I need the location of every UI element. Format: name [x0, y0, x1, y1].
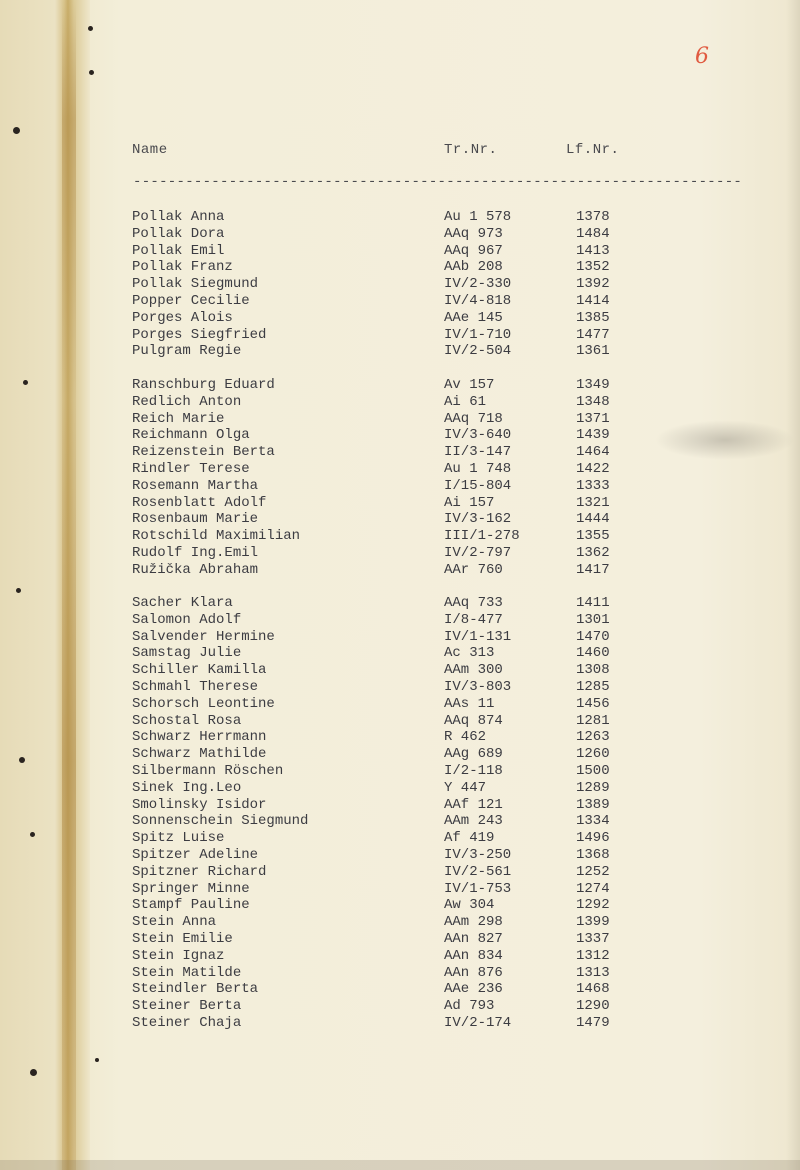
entry-name: Rosenbaum Marie	[132, 511, 259, 528]
entry-lf-nr: 1470	[576, 628, 610, 645]
entry-tr-nr: Ad 793	[444, 998, 495, 1015]
bottom-page-edge	[0, 1160, 800, 1170]
entry-lf-nr: 1389	[576, 796, 610, 813]
list-item	[0, 881, 700, 898]
right-page-edge	[786, 0, 800, 1170]
entry-name: Reizenstein Berta	[132, 444, 275, 461]
list-item	[0, 629, 700, 646]
list-item	[0, 948, 700, 965]
entry-lf-nr: 1378	[576, 209, 610, 225]
entry-tr-nr: Y 447	[444, 779, 487, 796]
entry-name: Porges Siegfried	[132, 326, 267, 343]
entry-tr-nr: IV/2-174	[444, 1015, 512, 1031]
entry-lf-nr: 1290	[576, 998, 610, 1015]
entry-lf-nr: 1422	[576, 461, 610, 477]
entry-name: Salomon Adolf	[132, 611, 242, 628]
entry-name: Stampf Pauline	[132, 897, 250, 914]
column-header-lf-nr: Lf.Nr.	[566, 142, 620, 158]
entry-name: Spitz Luise	[132, 830, 225, 847]
entry-name: Steiner Berta	[132, 998, 242, 1015]
entry-tr-nr: IV/2-330	[444, 276, 512, 293]
entry-tr-nr: AAg 689	[444, 746, 503, 763]
entry-name: Steindler Berta	[132, 981, 259, 998]
list-item	[0, 981, 700, 998]
entry-name: Rotschild Maximilian	[132, 528, 301, 545]
entry-name: Rudolf Ing.Emil	[132, 545, 259, 561]
entry-tr-nr: AAb 208	[444, 259, 503, 276]
entry-lf-nr: 1252	[576, 863, 610, 880]
entry-name: Stein Emilie	[132, 931, 233, 947]
entry-name: Salvender Hermine	[132, 628, 275, 645]
entry-name: Ranschburg Eduard	[132, 377, 275, 393]
entry-name: Redlich Anton	[132, 393, 242, 410]
entry-lf-nr: 1312	[576, 947, 610, 964]
entry-tr-nr: AAf 121	[444, 796, 503, 813]
entry-tr-nr: III/1-278	[444, 528, 520, 545]
entry-lf-nr: 1313	[576, 964, 610, 981]
entry-tr-nr: IV/2-561	[444, 863, 512, 880]
column-header-tr-nr: Tr.Nr.	[444, 142, 498, 158]
entry-lf-nr: 1368	[576, 847, 610, 863]
entry-name: Stein Anna	[132, 914, 217, 931]
entry-tr-nr: IV/1-131	[444, 628, 512, 645]
entry-name: Rosemann Martha	[132, 477, 259, 494]
entry-name: Smolinsky Isidor	[132, 796, 267, 813]
list-item	[0, 259, 700, 276]
list-item	[0, 595, 700, 612]
entry-lf-nr: 1456	[576, 695, 610, 712]
entry-name: Sonnenschein Siegmund	[132, 813, 309, 830]
entry-tr-nr: I/8-477	[444, 611, 503, 628]
entry-tr-nr: AAs 11	[444, 695, 495, 712]
punch-mark	[95, 1058, 99, 1062]
column-header-name: Name	[132, 142, 168, 158]
entry-name: Pollak Dora	[132, 225, 225, 242]
entry-lf-nr: 1321	[576, 494, 610, 511]
entry-tr-nr: IV/3-640	[444, 427, 512, 444]
entry-name: Sacher Klara	[132, 595, 233, 611]
entry-tr-nr: Ai 61	[444, 393, 487, 410]
list-item	[0, 847, 700, 864]
list-item	[0, 1015, 700, 1032]
list-item	[0, 645, 700, 662]
entry-tr-nr: AAn 834	[444, 947, 503, 964]
list-item	[0, 276, 700, 293]
entry-lf-nr: 1289	[576, 779, 610, 796]
entry-lf-nr: 1413	[576, 242, 610, 259]
entry-tr-nr: AAe 145	[444, 309, 503, 326]
list-item	[0, 830, 700, 847]
entry-tr-nr: AAe 236	[444, 981, 503, 998]
entry-tr-nr: AAn 876	[444, 964, 503, 981]
list-item	[0, 293, 700, 310]
entry-lf-nr: 1439	[576, 427, 610, 444]
punch-mark	[30, 1069, 37, 1076]
entry-name: Schmahl Therese	[132, 679, 259, 695]
list-item	[0, 427, 700, 444]
entry-tr-nr: Ai 157	[444, 494, 495, 511]
entry-lf-nr: 1355	[576, 528, 610, 545]
entry-lf-nr: 1460	[576, 645, 610, 662]
entry-name: Pulgram Regie	[132, 343, 242, 360]
entry-name: Steiner Chaja	[132, 1015, 242, 1031]
entry-lf-nr: 1399	[576, 914, 610, 931]
entry-tr-nr: AAm 243	[444, 813, 503, 830]
entry-tr-nr: AAq 967	[444, 242, 503, 259]
entry-name: Springer Minne	[132, 880, 250, 897]
list-item	[0, 562, 700, 579]
entry-lf-nr: 1464	[576, 444, 610, 461]
entry-tr-nr: I/15-804	[444, 477, 512, 494]
entry-lf-nr: 1411	[576, 595, 610, 611]
entry-name: Ružička Abraham	[132, 561, 259, 578]
entry-lf-nr: 1274	[576, 880, 610, 897]
entry-lf-nr: 1496	[576, 830, 610, 847]
entry-tr-nr: AAr 760	[444, 561, 503, 578]
entry-tr-nr: Av 157	[444, 377, 495, 393]
entry-name: Schiller Kamilla	[132, 662, 267, 679]
entry-lf-nr: 1352	[576, 259, 610, 276]
entry-name: Schwarz Mathilde	[132, 746, 267, 763]
entry-tr-nr: Au 1 578	[444, 209, 512, 225]
entry-lf-nr: 1260	[576, 746, 610, 763]
punch-mark	[89, 70, 94, 75]
entry-tr-nr: R 462	[444, 729, 487, 746]
entry-tr-nr: AAq 874	[444, 712, 503, 729]
entry-name: Stein Matilde	[132, 964, 242, 981]
entry-lf-nr: 1348	[576, 393, 610, 410]
entry-name: Samstag Julie	[132, 645, 242, 662]
list-item	[0, 243, 700, 260]
entry-name: Sinek Ing.Leo	[132, 779, 242, 796]
list-item	[0, 612, 700, 629]
punch-mark	[13, 127, 20, 134]
entry-name: Schorsch Leontine	[132, 695, 275, 712]
entry-lf-nr: 1285	[576, 679, 610, 695]
entry-name: Silbermann Röschen	[132, 763, 284, 779]
entry-tr-nr: AAn 827	[444, 931, 503, 947]
list-item	[0, 662, 700, 679]
list-item	[0, 864, 700, 881]
entry-name: Spitzner Richard	[132, 863, 267, 880]
punch-mark	[88, 26, 93, 31]
entry-name: Pollak Anna	[132, 209, 225, 225]
entry-tr-nr: Ac 313	[444, 645, 495, 662]
entry-lf-nr: 1417	[576, 561, 610, 578]
list-item	[0, 209, 700, 226]
entry-tr-nr: IV/2-504	[444, 343, 512, 360]
entry-lf-nr: 1500	[576, 763, 610, 779]
entry-name: Pollak Siegmund	[132, 276, 259, 293]
entry-lf-nr: 1479	[576, 1015, 610, 1031]
entry-name: Stein Ignaz	[132, 947, 225, 964]
entry-name: Rosenblatt Adolf	[132, 494, 267, 511]
entry-lf-nr: 1263	[576, 729, 610, 746]
entry-lf-nr: 1371	[576, 410, 610, 427]
page-number: 6	[695, 44, 709, 69]
list-item	[0, 914, 700, 931]
list-item	[0, 965, 700, 982]
entry-tr-nr: Au 1 748	[444, 461, 512, 477]
entry-lf-nr: 1362	[576, 545, 610, 561]
entry-lf-nr: 1392	[576, 276, 610, 293]
list-item	[0, 813, 700, 830]
entry-name: Porges Alois	[132, 309, 233, 326]
entry-tr-nr: IV/3-250	[444, 847, 512, 863]
header-divider: ----------------------------------------------------------------------	[133, 174, 743, 190]
entry-lf-nr: 1349	[576, 377, 610, 393]
entry-name: Popper Cecilie	[132, 293, 250, 309]
entry-tr-nr: IV/3-162	[444, 511, 512, 528]
list-item	[0, 377, 700, 394]
entry-tr-nr: AAq 973	[444, 225, 503, 242]
list-item	[0, 679, 700, 696]
list-item	[0, 226, 700, 243]
entry-tr-nr: IV/2-797	[444, 545, 512, 561]
entry-lf-nr: 1333	[576, 477, 610, 494]
entry-lf-nr: 1414	[576, 293, 610, 309]
list-item	[0, 528, 700, 545]
entry-tr-nr: Af 419	[444, 830, 495, 847]
list-item	[0, 511, 700, 528]
entry-tr-nr: AAm 298	[444, 914, 503, 931]
entry-name: Schostal Rosa	[132, 712, 242, 729]
list-item	[0, 797, 700, 814]
entry-name: Reichmann Olga	[132, 427, 250, 444]
list-item	[0, 444, 700, 461]
entry-lf-nr: 1337	[576, 931, 610, 947]
list-item	[0, 931, 700, 948]
list-item	[0, 394, 700, 411]
list-item	[0, 897, 700, 914]
entry-lf-nr: 1484	[576, 225, 610, 242]
entry-lf-nr: 1292	[576, 897, 610, 914]
list-item	[0, 746, 700, 763]
entry-tr-nr: AAm 300	[444, 662, 503, 679]
entry-name: Pollak Franz	[132, 259, 233, 276]
list-item	[0, 998, 700, 1015]
entry-lf-nr: 1468	[576, 981, 610, 998]
entry-lf-nr: 1334	[576, 813, 610, 830]
entry-lf-nr: 1301	[576, 611, 610, 628]
list-item	[0, 713, 700, 730]
entry-name: Schwarz Herrmann	[132, 729, 267, 746]
entry-tr-nr: AAq 733	[444, 595, 503, 611]
list-item	[0, 343, 700, 360]
list-item	[0, 310, 700, 327]
entry-name: Pollak Emil	[132, 242, 225, 259]
entry-lf-nr: 1444	[576, 511, 610, 528]
entry-lf-nr: 1281	[576, 712, 610, 729]
list-item	[0, 327, 700, 344]
entry-tr-nr: II/3-147	[444, 444, 512, 461]
entry-lf-nr: 1385	[576, 309, 610, 326]
list-item	[0, 461, 700, 478]
entry-name: Rindler Terese	[132, 461, 250, 477]
list-item	[0, 478, 700, 495]
list-item	[0, 763, 700, 780]
entry-name: Spitzer Adeline	[132, 847, 259, 863]
entry-tr-nr: IV/3-803	[444, 679, 512, 695]
entry-name: Reich Marie	[132, 410, 225, 427]
list-item	[0, 696, 700, 713]
entry-tr-nr: IV/1-710	[444, 326, 512, 343]
list-item	[0, 729, 700, 746]
entry-tr-nr: AAq 718	[444, 410, 503, 427]
list-item	[0, 545, 700, 562]
punch-mark	[16, 588, 21, 593]
entry-tr-nr: IV/1-753	[444, 880, 512, 897]
list-item	[0, 780, 700, 797]
entry-tr-nr: IV/4-818	[444, 293, 512, 309]
entry-lf-nr: 1308	[576, 662, 610, 679]
list-item	[0, 495, 700, 512]
entry-lf-nr: 1477	[576, 326, 610, 343]
entry-tr-nr: Aw 304	[444, 897, 495, 914]
entry-tr-nr: I/2-118	[444, 763, 503, 779]
entry-lf-nr: 1361	[576, 343, 610, 360]
list-item	[0, 411, 700, 428]
